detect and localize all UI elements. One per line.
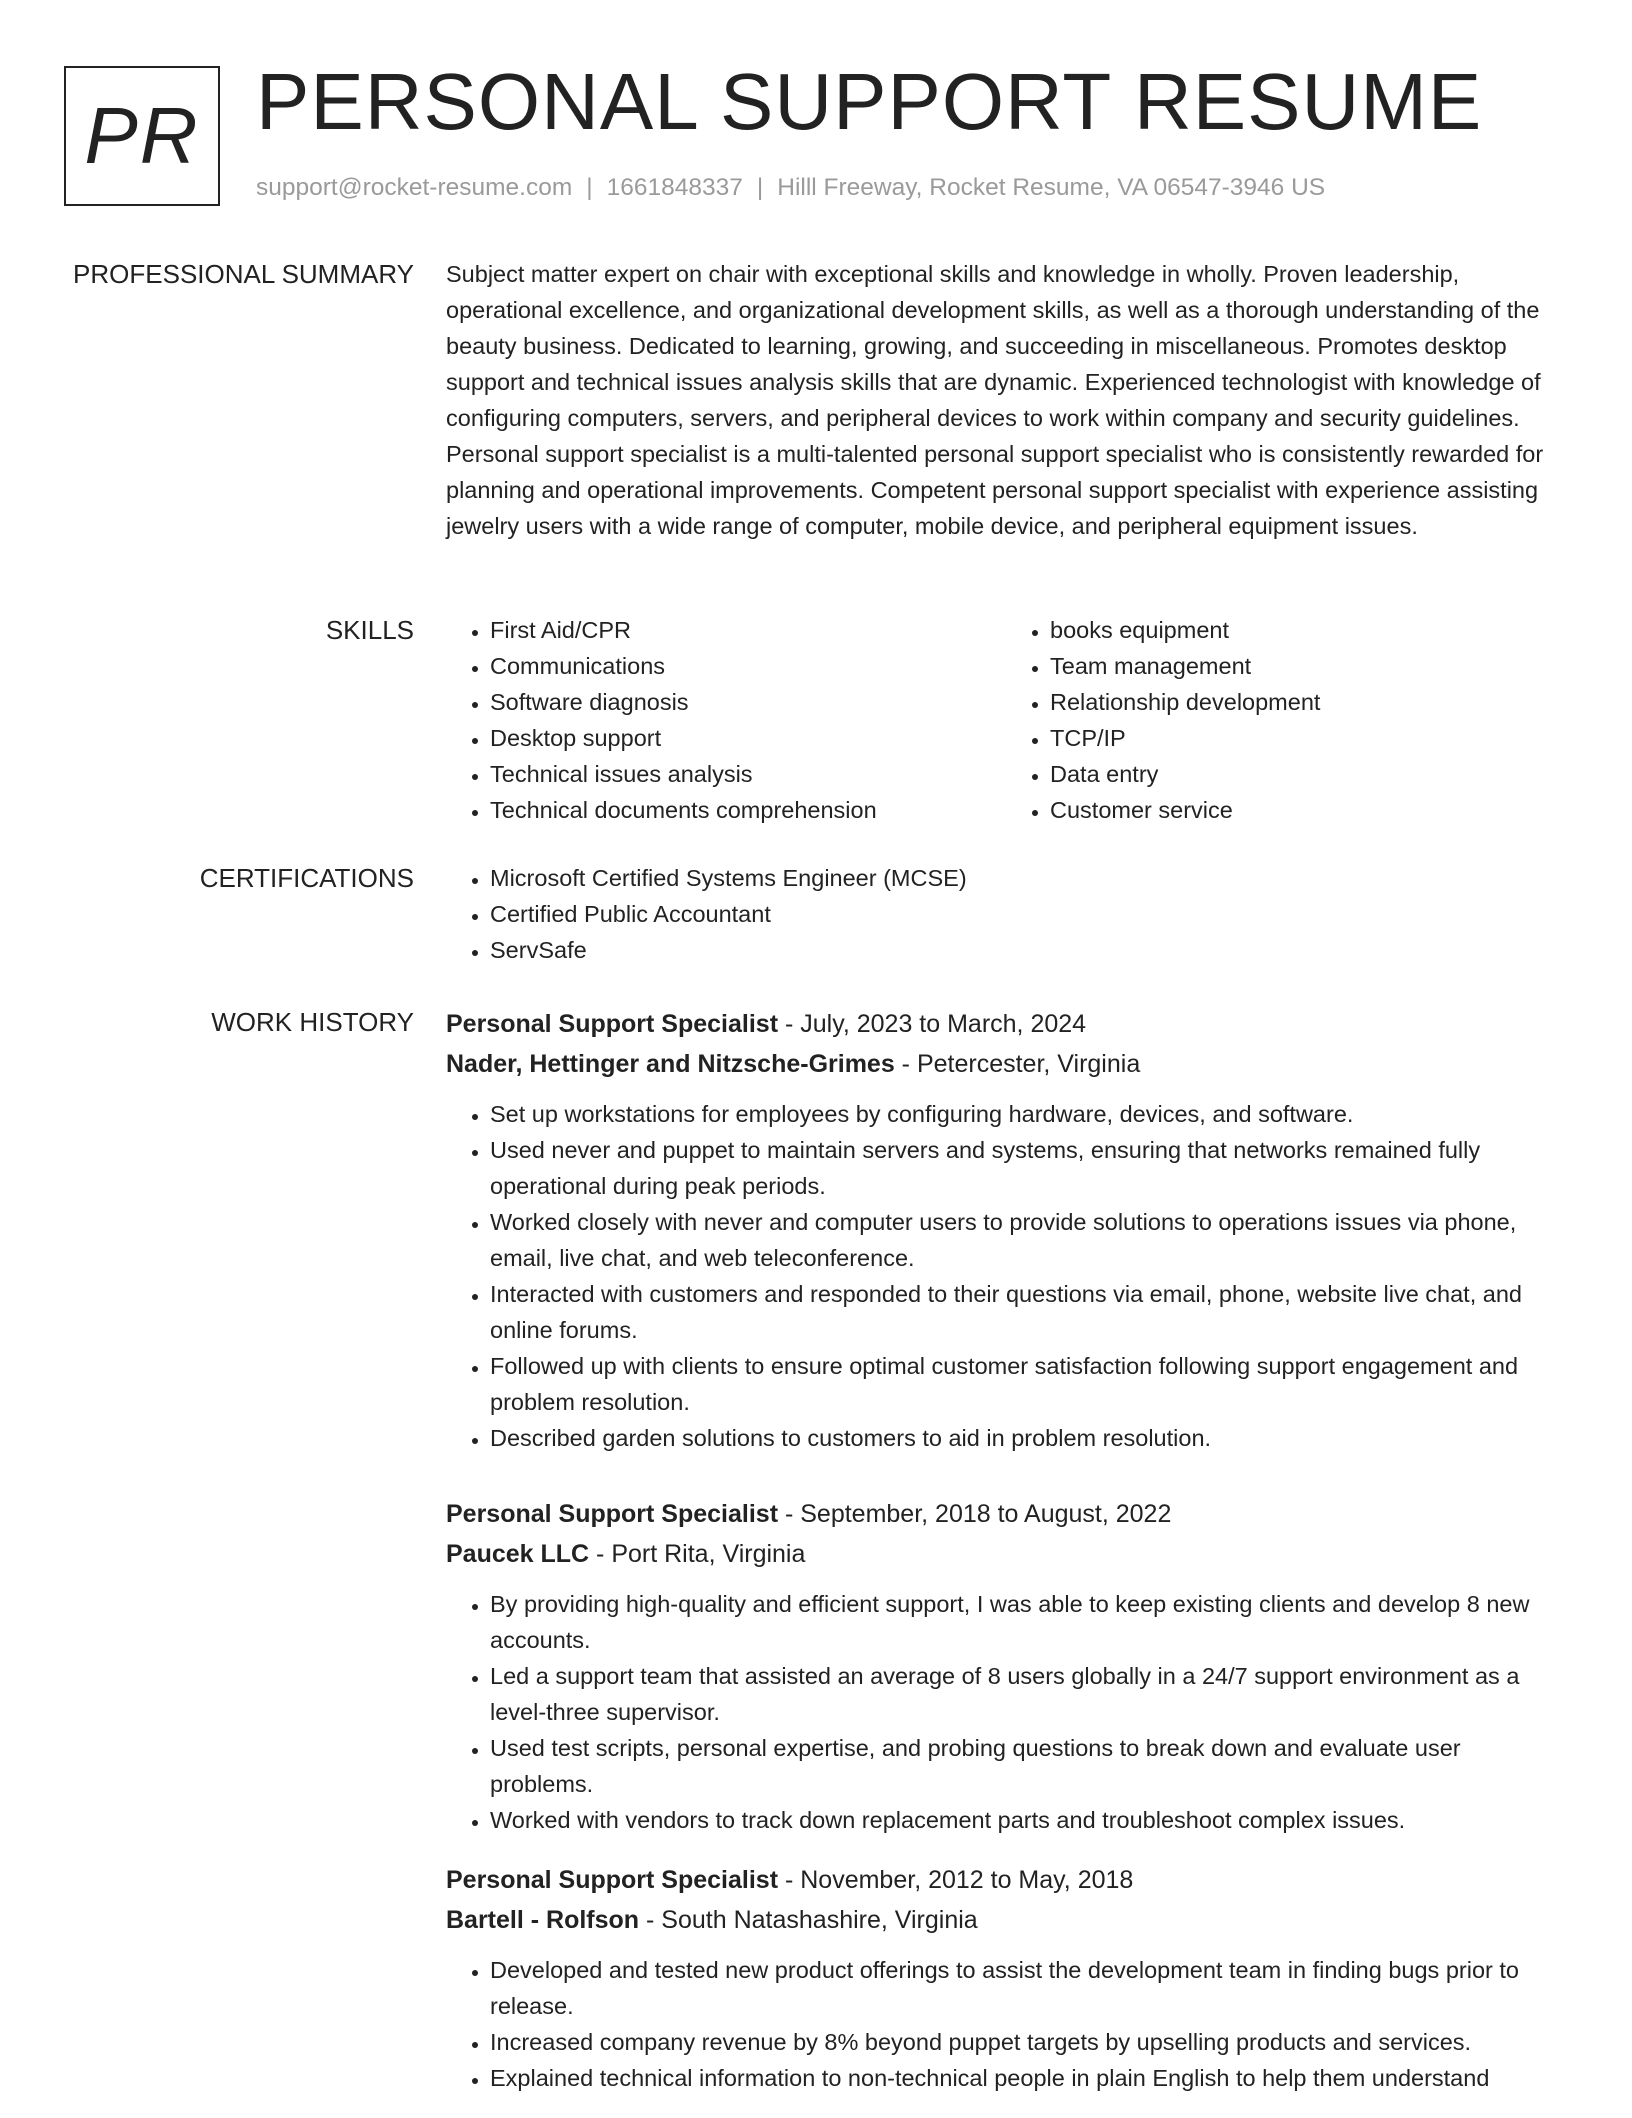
skill-item: • Communications xyxy=(490,648,1006,684)
job-bullet: • Increased company revenue by 8% beyond puppet targets by upselling products and services. xyxy=(490,2024,1566,2060)
certification-item: • ServSafe xyxy=(490,932,1566,968)
job-bullet: • Described garden solutions to customers to aid in problem resolution. xyxy=(490,1420,1566,1456)
job-title-line xyxy=(446,1860,1566,1900)
skill-item: • books equipment xyxy=(1050,612,1566,648)
job-bullet: • Used test scripts, personal expertise, and probing questions to break down and evaluate user problems. xyxy=(490,1730,1566,1802)
job-company-line xyxy=(446,1900,1566,1940)
job-entry xyxy=(446,1004,1566,1456)
job-location: - Petercester, Virginia xyxy=(894,1050,1141,1078)
job-bullet: • Explained technical information to non-technical people in plain English to help them understand xyxy=(490,2060,1566,2096)
job-company: Bartell - Rolfson xyxy=(446,1906,640,1934)
job-title-line xyxy=(446,1004,1566,1044)
job-bullets xyxy=(446,1952,1566,2096)
job-company-line xyxy=(446,1044,1566,1084)
contact-phone[interactable]: 1661848337 xyxy=(606,174,743,201)
skills-list-left xyxy=(446,612,1006,828)
job-bullet: • Followed up with clients to ensure optimal customer satisfaction following support engagement and problem resolution. xyxy=(490,1348,1566,1420)
skill-item: • First Aid/CPR xyxy=(490,612,1006,648)
job-title-line xyxy=(446,1494,1566,1534)
job-bullet: • Developed and tested new product offerings to assist the development team in finding bugs prior to release. xyxy=(490,1952,1566,2024)
job-title: Personal Support Specialist xyxy=(446,1866,779,1894)
certifications-heading: CERTIFICATIONS xyxy=(199,863,414,893)
certification-item: • Microsoft Certified Systems Engineer (MCSE) xyxy=(490,860,1566,896)
job-bullet: • Led a support team that assisted an average of 8 users globally in a 24/7 support environment as a level-three supervisor. xyxy=(490,1658,1566,1730)
job-dates: - November, 2012 to May, 2018 xyxy=(778,1866,1134,1894)
skill-item: • Relationship development xyxy=(1050,684,1566,720)
resume-title: PERSONAL SUPPORT RESUME xyxy=(256,57,1483,146)
skill-item: • Technical issues analysis xyxy=(490,756,1006,792)
certification-item: • Certified Public Accountant xyxy=(490,896,1566,932)
skills-list-right xyxy=(1006,612,1566,828)
monogram-logo: PR xyxy=(64,66,220,206)
skills-heading: SKILLS xyxy=(325,615,414,645)
contact-email[interactable]: support@rocket-resume.com xyxy=(256,174,573,201)
job-bullets xyxy=(446,1586,1566,1838)
job-title: Personal Support Specialist xyxy=(446,1500,779,1528)
job-bullet: • By providing high-quality and efficient support, I was able to keep existing clients and develop 8 new accounts. xyxy=(490,1586,1566,1658)
contact-address: Hilll Freeway, Rocket Resume, VA 06547-3946 US xyxy=(777,174,1326,201)
skill-item: • Customer service xyxy=(1050,792,1566,828)
work-history-heading: WORK HISTORY xyxy=(211,1007,414,1037)
job-bullet: • Used never and puppet to maintain servers and systems, ensuring that networks remained fully operational during peak periods. xyxy=(490,1132,1566,1204)
skill-item: • TCP/IP xyxy=(1050,720,1566,756)
job-dates: - September, 2018 to August, 2022 xyxy=(778,1500,1172,1528)
job-bullet: • Interacted with customers and responded to their questions via email, phone, website live chat, and online forums. xyxy=(490,1276,1566,1348)
job-company-line xyxy=(446,1534,1566,1574)
job-bullets xyxy=(446,1096,1566,1456)
skill-item: • Technical documents comprehension xyxy=(490,792,1006,828)
skill-item: • Team management xyxy=(1050,648,1566,684)
skill-item: • Data entry xyxy=(1050,756,1566,792)
job-company: Paucek LLC xyxy=(446,1540,590,1568)
job-bullet: • Worked closely with never and computer users to provide solutions to operations issues via phone, email, live chat, and web teleconference. xyxy=(490,1204,1566,1276)
job-title: Personal Support Specialist xyxy=(446,1010,779,1038)
skill-item: • Software diagnosis xyxy=(490,684,1006,720)
job-location: - Port Rita, Virginia xyxy=(589,1540,806,1568)
contact-separator: | xyxy=(756,174,764,201)
job-bullet: • Worked with vendors to track down replacement parts and troubleshoot complex issues. xyxy=(490,1802,1566,1838)
skill-item: • Desktop support xyxy=(490,720,1006,756)
job-entry xyxy=(446,1860,1566,2096)
contact-line xyxy=(256,174,1325,202)
job-location: - South Natashashire, Virginia xyxy=(639,1906,978,1934)
contact-separator: | xyxy=(586,174,593,201)
job-entry xyxy=(446,1494,1566,1838)
certifications-list xyxy=(446,860,1566,968)
summary-heading: PROFESSIONAL SUMMARY xyxy=(73,259,414,289)
job-dates: - July, 2023 to March, 2024 xyxy=(778,1010,1087,1038)
summary-text: Subject matter expert on chair with exceptional skills and knowledge in wholly. Proven leadership, operational excellence, and organizational development skills, as well as a thorough understanding of the beauty business. Dedicated to learning, growing, and succeeding in miscellaneous. Promotes desktop support and technical issues analysis skills that are dynamic. Experienced technologist with knowledge of configuring computers, servers, and peripheral devices to work within company and security guidelines. Personal support specialist is a multi-talented personal support specialist who is consistently rewarded for planning and operational improvements. Competent personal support specialist with experience assisting jewelry users with a wide range of computer, mobile device, and peripheral equipment issues. xyxy=(446,261,1544,539)
job-bullet: • Set up workstations for employees by configuring hardware, devices, and software. xyxy=(490,1096,1566,1132)
job-company: Nader, Hettinger and Nitzsche-Grimes xyxy=(446,1050,895,1078)
